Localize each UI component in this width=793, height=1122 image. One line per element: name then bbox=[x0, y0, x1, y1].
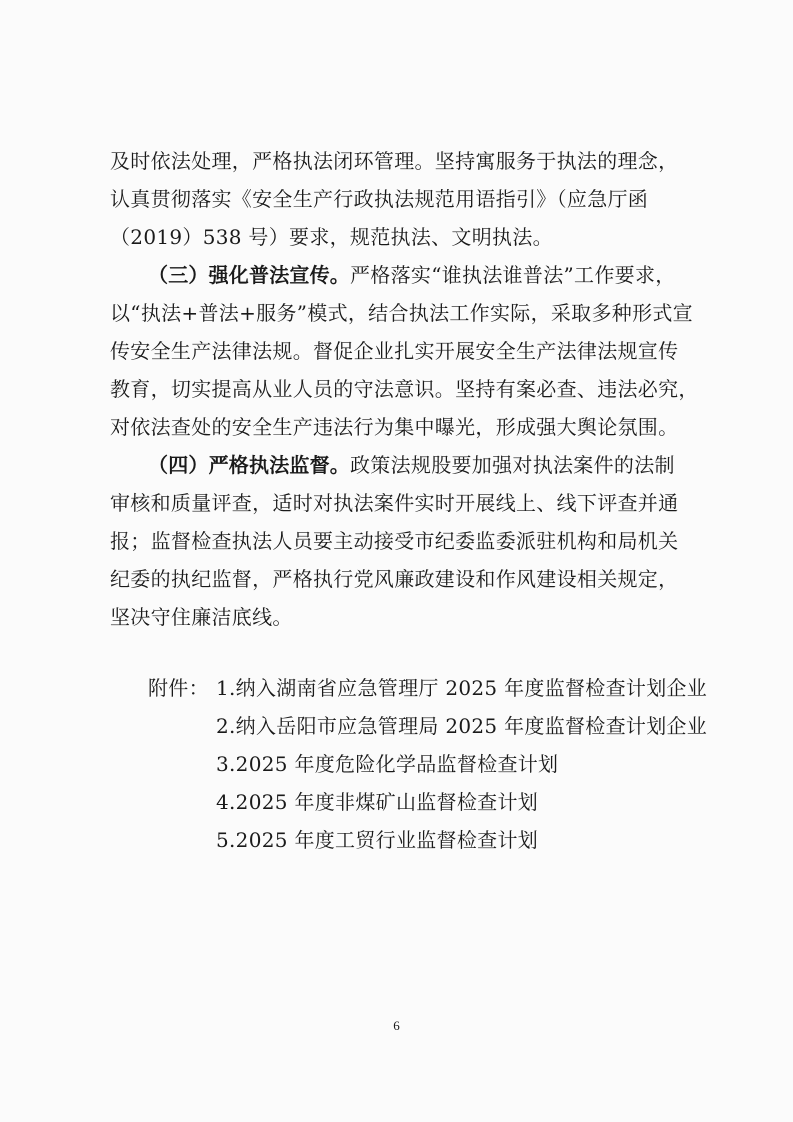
paragraph-line: 报；监督检查执法人员要主动接受市纪委监委派驻机构和局机关 bbox=[110, 529, 679, 553]
paragraph-line: 对依法查处的安全生产违法行为集中曝光，形成强大舆论氛围。 bbox=[110, 415, 679, 439]
attachment-item: 1.纳入湖南省应急管理厅 2025 年度监督检查计划企业 bbox=[216, 676, 708, 700]
paragraph-first-line bbox=[148, 453, 675, 477]
paragraph-line: 坚决守住廉洁底线。 bbox=[110, 605, 293, 629]
section-heading: （三）强化普法宣传。 bbox=[148, 263, 350, 287]
section-heading: （四）严格执法监督。 bbox=[148, 453, 350, 477]
paragraph-line: 及时依法处理，严格执法闭环管理。坚持寓服务于执法的理念， bbox=[110, 149, 679, 173]
paragraph-line: 传安全生产法律法规。督促企业扎实开展安全生产法律法规宣传 bbox=[110, 339, 679, 363]
paragraph-line: 教育，切实提高从业人员的守法意识。坚持有案必查、违法必究， bbox=[110, 377, 699, 401]
paragraph-line: 认真贯彻落实《安全生产行政执法规范用语指引》（应急厅函 bbox=[110, 187, 649, 211]
attachment-item: 5.2025 年度工贸行业监督检查计划 bbox=[216, 828, 539, 852]
paragraph-text: 严格落实“谁执法谁普法”工作要求， bbox=[350, 263, 676, 287]
paragraph-first-line bbox=[148, 263, 676, 287]
attachments-label: 附件： bbox=[148, 676, 209, 700]
paragraph-line: （2019）538 号）要求，规范执法、文明执法。 bbox=[110, 225, 553, 249]
paragraph-line: 纪委的执纪监督，严格执行党风廉政建设和作风建设相关规定， bbox=[110, 567, 679, 591]
attachment-item: 4.2025 年度非煤矿山监督检查计划 bbox=[216, 790, 539, 814]
paragraph-line: 以“执法+普法+服务”模式，结合执法工作实际，采取多种形式宣 bbox=[110, 301, 693, 325]
attachment-item: 2.纳入岳阳市应急管理局 2025 年度监督检查计划企业 bbox=[216, 714, 708, 738]
paragraph-text: 政策法规股要加强对执法案件的法制 bbox=[350, 453, 675, 477]
page-number: 6 bbox=[393, 1018, 400, 1033]
attachment-item: 3.2025 年度危险化学品监督检查计划 bbox=[216, 752, 559, 776]
paragraph-line: 审核和质量评查，适时对执法案件实时开展线上、线下评查并通 bbox=[110, 491, 679, 515]
